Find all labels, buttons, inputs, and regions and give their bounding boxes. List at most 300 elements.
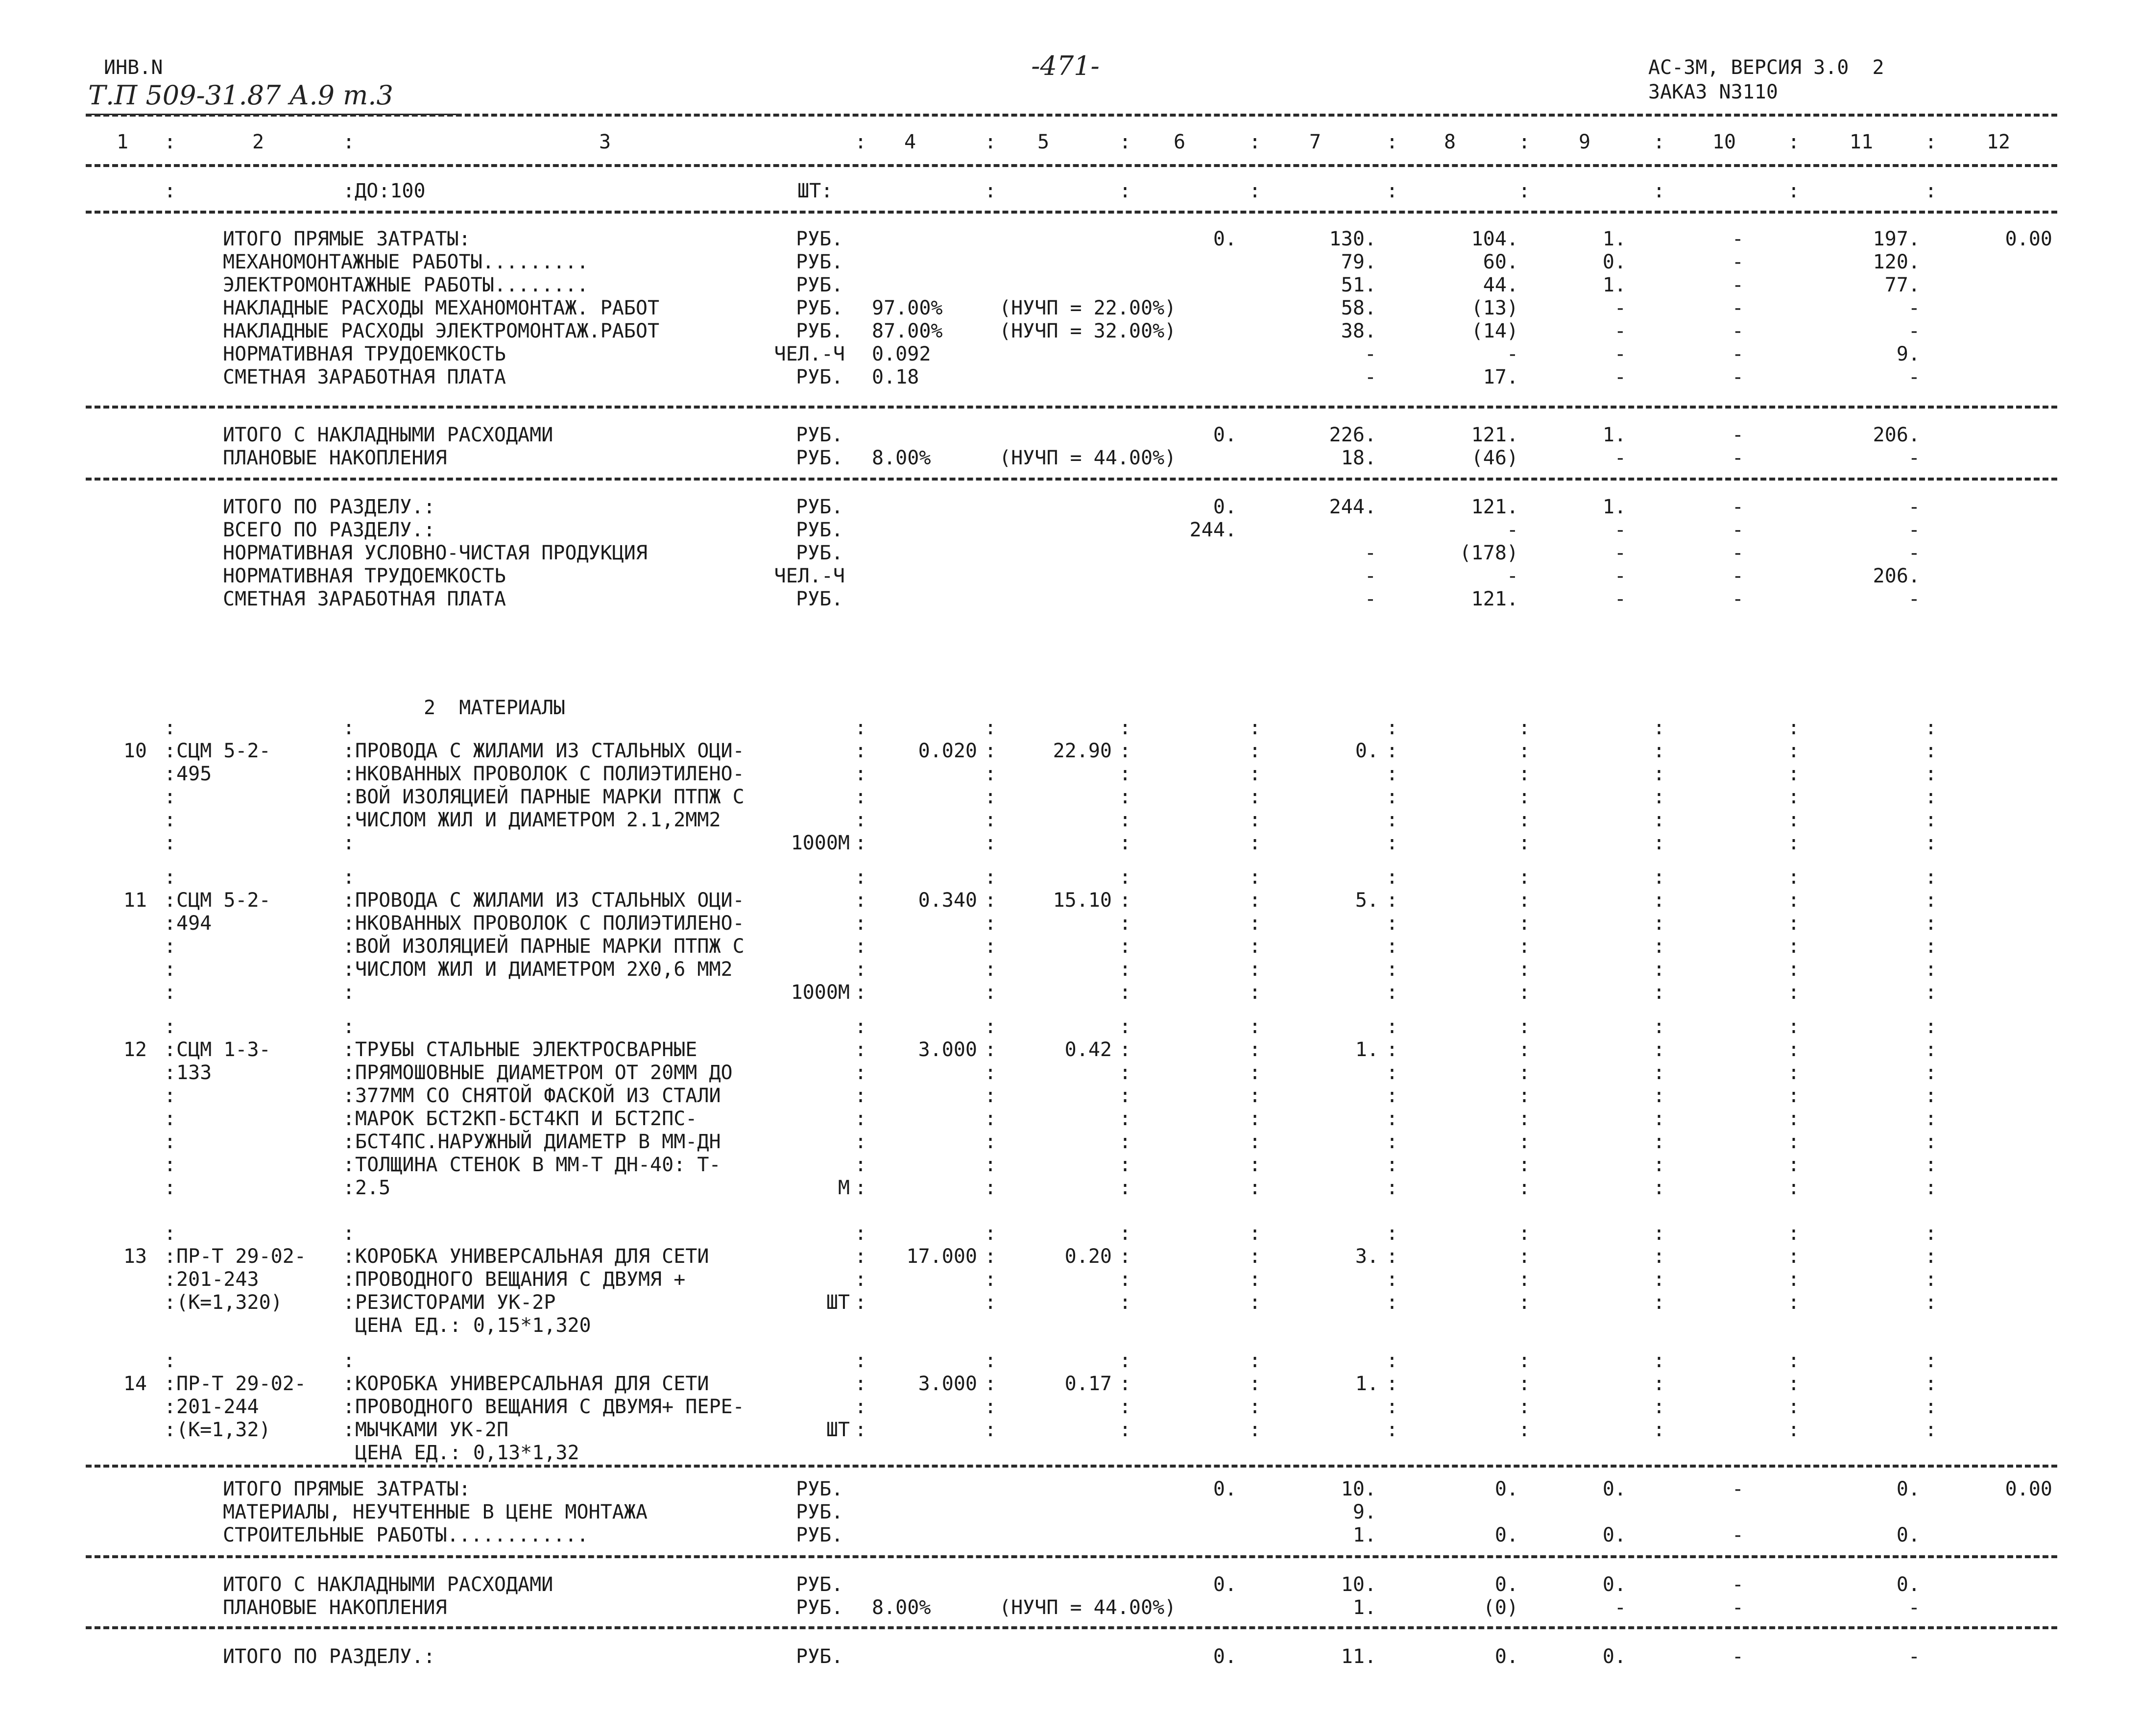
summary-row-c11: 0.: [1896, 1573, 1920, 1596]
summary-row-c9: 1.: [1602, 228, 1626, 250]
column-divider: :: [164, 958, 176, 981]
column-divider: :: [1119, 786, 1131, 808]
summary-row-c8: 0.: [1494, 1573, 1518, 1596]
summary-row-c7: 11.: [1341, 1645, 1376, 1668]
column-divider: :: [1119, 1038, 1131, 1061]
column-divider: :: [343, 1038, 355, 1061]
column-divider: :: [1249, 1396, 1261, 1418]
column-divider: :: [1925, 866, 1937, 889]
column-divider: :: [1249, 912, 1261, 935]
item-description-line: ТРУБЫ СТАЛЬНЫЕ ЭЛЕКТРОСВАРНЫЕ: [355, 1038, 697, 1061]
summary-row-c8: -: [1506, 343, 1518, 365]
item-description-line: МЫЧКАМИ УК-2П: [355, 1419, 509, 1441]
summary-row-unit: РУБ.: [796, 251, 843, 273]
summary-row-c10: -: [1731, 366, 1744, 388]
summary-row-c11: -: [1908, 496, 1920, 518]
item-description-line: ПРОВОДНОГО ВЕЩАНИЯ С ДВУМЯ +: [355, 1268, 686, 1291]
column-divider: :: [1788, 1061, 1800, 1084]
column-divider: :: [1653, 717, 1665, 739]
column-divider: :: [1386, 740, 1398, 762]
column-divider: :: [1788, 1245, 1800, 1268]
column-divider: :: [985, 1085, 997, 1107]
column-divider: :: [985, 981, 997, 1004]
order-number: ЗАКАЗ N3110: [1648, 81, 1778, 103]
column-divider: :: [164, 1419, 176, 1441]
column-divider: :: [855, 131, 867, 153]
summary-row-c11: 0.: [1896, 1524, 1920, 1546]
column-divider: :: [1653, 1085, 1665, 1107]
column-divider: :: [1249, 1038, 1261, 1061]
summary-row-c6: 0.: [1213, 1478, 1237, 1500]
page-number: -471-: [1031, 50, 1100, 81]
column-divider: :: [1518, 1291, 1531, 1314]
summary-row-c11: -: [1908, 1645, 1920, 1668]
item-unit-price: 0.20: [1064, 1245, 1112, 1268]
item-description-line: НКОВАННЫХ ПРОВОЛОК С ПОЛИЭТИЛЕНО-: [355, 912, 745, 935]
summary-row-c10: -: [1731, 274, 1744, 296]
column-divider: :: [164, 1291, 176, 1314]
pre-row-spec: :ДО:100: [343, 180, 426, 202]
column-divider: :: [1119, 1268, 1131, 1291]
item-unit: 1000М: [791, 832, 850, 854]
summary-row-c7: 38.: [1341, 320, 1376, 342]
column-divider: :: [164, 786, 176, 808]
item-unit-price: 22.90: [1053, 740, 1112, 762]
summary-row-c9: -: [1614, 447, 1626, 469]
item-description-line: НКОВАННЫХ ПРОВОЛОК С ПОЛИЭТИЛЕНО-: [355, 763, 745, 785]
column-divider: :: [164, 832, 176, 854]
summary-row-c8: 121.: [1471, 496, 1518, 518]
column-divider: :: [1518, 1222, 1531, 1245]
column-divider: :: [164, 1350, 176, 1372]
column-divider: :: [1788, 763, 1800, 785]
system-version: АС-3М, ВЕРСИЯ 3.0 2: [1648, 56, 1884, 79]
column-divider: :: [1386, 763, 1398, 785]
column-divider: :: [1925, 1245, 1937, 1268]
item-quantity: 3.000: [918, 1038, 977, 1061]
summary-row-c10: -: [1731, 588, 1744, 610]
column-divider: :: [1653, 1396, 1665, 1418]
column-divider: :: [1249, 1373, 1261, 1395]
summary-row-label: ИТОГО ПО РАЗДЕЛУ.:: [223, 496, 435, 518]
column-divider: :: [1119, 1350, 1131, 1372]
column-divider: :: [1788, 131, 1800, 153]
summary-row-label: ИТОГО ПРЯМЫЕ ЗАТРАТЫ:: [223, 228, 471, 250]
column-divider: :: [985, 889, 997, 912]
column-divider: :: [1119, 717, 1131, 739]
column-divider: :: [855, 958, 867, 981]
column-header-1: 1: [116, 131, 129, 153]
summary-row-unit: РУБ.: [796, 588, 843, 610]
summary-row-c9: -: [1614, 343, 1626, 365]
column-divider: :: [855, 1396, 867, 1418]
summary-row-c10: -: [1731, 565, 1744, 587]
column-divider: :: [1653, 763, 1665, 785]
column-divider: :: [1925, 935, 1937, 958]
summary-row-c6: 0.: [1213, 1645, 1237, 1668]
item-description-line: ТОЛЩИНА СТЕНОК В ММ-Т ДН-40: Т-: [355, 1154, 721, 1176]
summary-row-label: ВСЕГО ПО РАЗДЕЛУ.:: [223, 519, 435, 541]
dashed-separator: [86, 478, 2057, 481]
summary-row-c8: 0.: [1494, 1645, 1518, 1668]
column-divider: :: [1119, 912, 1131, 935]
column-divider: :: [1249, 1061, 1261, 1084]
column-divider: :: [1925, 717, 1937, 739]
column-divider: :: [343, 131, 355, 153]
column-divider: :: [1925, 131, 1937, 153]
column-divider: :: [985, 1131, 997, 1153]
column-divider: :: [343, 1373, 355, 1395]
column-divider: :: [343, 717, 355, 739]
column-divider: :: [164, 1085, 176, 1107]
item-unit: 1000М: [791, 981, 850, 1004]
item-code: 201-243: [176, 1268, 259, 1291]
column-header-8: 8: [1443, 131, 1456, 153]
summary-row-c7: -: [1364, 565, 1376, 587]
column-divider: :: [855, 1419, 867, 1441]
column-divider: :: [1386, 131, 1398, 153]
dashed-separator: [86, 164, 2057, 167]
column-header-6: 6: [1173, 131, 1186, 153]
column-divider: :: [1653, 981, 1665, 1004]
summary-row-c10: -: [1731, 542, 1744, 564]
column-divider: :: [1788, 1350, 1800, 1372]
inventory-handwritten-note: Т.П 509-31.87 А.9 т.3: [88, 80, 393, 111]
summary-row-rate: 8.00%: [872, 1596, 931, 1619]
summary-row-c7: -: [1364, 588, 1376, 610]
column-divider: :: [1386, 717, 1398, 739]
column-divider: :: [1925, 1061, 1937, 1084]
summary-row-c11: -: [1908, 1596, 1920, 1619]
column-divider: :: [1119, 832, 1131, 854]
summary-row-label: СМЕТНАЯ ЗАРАБОТНАЯ ПЛАТА: [223, 366, 506, 388]
summary-row-unit: РУБ.: [796, 1501, 843, 1523]
summary-row-nuchp: (НУЧП = 32.00%): [999, 320, 1177, 342]
column-divider: :: [1518, 1131, 1531, 1153]
column-divider: :: [1925, 1108, 1937, 1130]
column-divider: :: [164, 1177, 176, 1199]
summary-row-c10: -: [1731, 1524, 1744, 1546]
column-divider: :: [985, 131, 997, 153]
summary-row-unit: РУБ.: [796, 447, 843, 469]
column-divider: :: [855, 866, 867, 889]
column-divider: :: [1925, 981, 1937, 1004]
column-divider: :: [1518, 935, 1531, 958]
column-divider: :: [1386, 1373, 1398, 1395]
summary-row-c6: 0.: [1213, 1573, 1237, 1596]
column-divider: :: [343, 763, 355, 785]
item-code: 201-244: [176, 1396, 259, 1418]
column-divider: :: [1788, 1396, 1800, 1418]
column-divider: :: [343, 786, 355, 808]
column-divider: :: [1925, 1419, 1937, 1441]
column-divider: :: [164, 1245, 176, 1268]
column-divider: :: [164, 1108, 176, 1130]
column-divider: :: [985, 1396, 997, 1418]
column-divider: :: [343, 1015, 355, 1038]
column-divider: :: [985, 1245, 997, 1268]
summary-row-label: НОРМАТИВНАЯ УСЛОВНО-ЧИСТАЯ ПРОДУКЦИЯ: [223, 542, 648, 564]
column-divider: :: [1386, 180, 1398, 202]
column-divider: :: [1386, 1396, 1398, 1418]
item-code: СЦМ 5-2-: [176, 740, 271, 762]
column-divider: :: [1518, 1015, 1531, 1038]
summary-row-c9: -: [1614, 565, 1626, 587]
column-divider: :: [343, 1061, 355, 1084]
column-divider: :: [1925, 786, 1937, 808]
column-header-4: 4: [904, 131, 916, 153]
column-divider: :: [1518, 958, 1531, 981]
column-divider: :: [1925, 912, 1937, 935]
column-divider: :: [1788, 717, 1800, 739]
column-divider: :: [1119, 1291, 1131, 1314]
column-divider: :: [855, 1085, 867, 1107]
summary-row-c9: -: [1614, 366, 1626, 388]
column-divider: :: [1653, 1350, 1665, 1372]
column-divider: :: [1788, 1268, 1800, 1291]
column-divider: :: [343, 958, 355, 981]
item-unit-price: 0.42: [1064, 1038, 1112, 1061]
summary-row-c6: 244.: [1189, 519, 1237, 541]
column-divider: :: [1119, 1131, 1131, 1153]
summary-row-c8: 0.: [1494, 1524, 1518, 1546]
column-divider: :: [1386, 1419, 1398, 1441]
column-divider: :: [855, 1061, 867, 1084]
item-code: СЦМ 5-2-: [176, 889, 271, 912]
column-divider: :: [985, 866, 997, 889]
summary-row-c7: -: [1364, 542, 1376, 564]
column-divider: :: [343, 1154, 355, 1176]
column-divider: :: [985, 1291, 997, 1314]
summary-row-label: ПЛАНОВЫЕ НАКОПЛЕНИЯ: [223, 1596, 447, 1619]
summary-row-c11: -: [1908, 588, 1920, 610]
summary-row-c7: 18.: [1341, 447, 1376, 469]
column-divider: :: [1788, 809, 1800, 831]
column-divider: :: [1788, 1108, 1800, 1130]
column-divider: :: [1788, 786, 1800, 808]
column-divider: :: [1249, 763, 1261, 785]
pre-row-unit: ШТ:: [797, 180, 833, 202]
column-divider: :: [1249, 1268, 1261, 1291]
column-divider: :: [985, 1154, 997, 1176]
column-divider: :: [343, 1108, 355, 1130]
item-description-line: ПРОВОДНОГО ВЕЩАНИЯ С ДВУМЯ+ ПЕРЕ-: [355, 1396, 745, 1418]
column-header-12: 12: [1986, 131, 2011, 153]
summary-row-c7: -: [1364, 366, 1376, 388]
summary-row-label: ИТОГО С НАКЛАДНЫМИ РАСХОДАМИ: [223, 424, 553, 446]
column-divider: :: [1788, 981, 1800, 1004]
summary-row-c7: 1.: [1352, 1524, 1376, 1546]
column-divider: :: [164, 763, 176, 785]
summary-row-label: ПЛАНОВЫЕ НАКОПЛЕНИЯ: [223, 447, 447, 469]
column-divider: :: [1518, 1396, 1531, 1418]
summary-row-c7: 10.: [1341, 1478, 1376, 1500]
column-divider: :: [855, 1131, 867, 1153]
summary-row-rate: 87.00%: [872, 320, 943, 342]
summary-row-c9: 0.: [1602, 1573, 1626, 1596]
summary-row-unit: РУБ.: [796, 320, 843, 342]
column-divider: :: [1249, 1015, 1261, 1038]
column-divider: :: [1386, 935, 1398, 958]
column-divider: :: [855, 1177, 867, 1199]
column-divider: :: [1518, 809, 1531, 831]
column-divider: :: [1249, 1222, 1261, 1245]
column-divider: :: [985, 1373, 997, 1395]
summary-row-c9: 0.: [1602, 251, 1626, 273]
summary-row-c9: -: [1614, 320, 1626, 342]
summary-row-c8: 60.: [1483, 251, 1518, 273]
dashed-separator: [86, 114, 2057, 117]
column-divider: :: [164, 935, 176, 958]
summary-row-c8: -: [1506, 519, 1518, 541]
summary-row-unit: РУБ.: [796, 274, 843, 296]
column-divider: :: [1653, 1222, 1665, 1245]
summary-row-unit: РУБ.: [796, 1524, 843, 1546]
column-divider: :: [1925, 1015, 1937, 1038]
summary-row-label: ИТОГО С НАКЛАДНЫМИ РАСХОДАМИ: [223, 1573, 553, 1596]
summary-row-c11: 197.: [1873, 228, 1920, 250]
column-divider: :: [164, 1268, 176, 1291]
column-divider: :: [1653, 131, 1665, 153]
column-divider: :: [1249, 866, 1261, 889]
column-divider: :: [1653, 889, 1665, 912]
column-divider: :: [855, 1038, 867, 1061]
column-divider: :: [1119, 1154, 1131, 1176]
item-description-line: КОРОБКА УНИВЕРСАЛЬНАЯ ДЛЯ СЕТИ: [355, 1245, 709, 1268]
column-divider: :: [1788, 1154, 1800, 1176]
column-divider: :: [1386, 1291, 1398, 1314]
item-number: 12: [123, 1038, 147, 1061]
item-description-line: ВОЙ ИЗОЛЯЦИЕЙ ПАРНЫЕ МАРКИ ПТПЖ С: [355, 935, 745, 958]
column-divider: :: [164, 981, 176, 1004]
column-divider: :: [1925, 1268, 1937, 1291]
column-divider: :: [1518, 1061, 1531, 1084]
column-divider: :: [1249, 809, 1261, 831]
column-divider: :: [1518, 889, 1531, 912]
item-cost: 1.: [1355, 1038, 1379, 1061]
summary-row-c8: 121.: [1471, 588, 1518, 610]
column-divider: :: [1386, 958, 1398, 981]
column-divider: :: [1386, 1268, 1398, 1291]
summary-row-label: ИТОГО ПО РАЗДЕЛУ.:: [223, 1645, 435, 1668]
column-divider: :: [1119, 1085, 1131, 1107]
column-divider: :: [1518, 1350, 1531, 1372]
column-divider: :: [1518, 1177, 1531, 1199]
summary-row-c11: 206.: [1873, 424, 1920, 446]
summary-row-c10: -: [1731, 320, 1744, 342]
column-divider: :: [1788, 912, 1800, 935]
summary-row-c12: 0.00: [2005, 1478, 2052, 1500]
summary-row-c6: 0.: [1213, 228, 1237, 250]
column-divider: :: [1518, 1268, 1531, 1291]
column-divider: :: [343, 740, 355, 762]
column-divider: :: [1788, 866, 1800, 889]
column-divider: :: [1119, 763, 1131, 785]
column-divider: :: [855, 786, 867, 808]
column-divider: :: [164, 131, 176, 153]
column-divider: :: [1249, 832, 1261, 854]
column-divider: :: [1653, 1245, 1665, 1268]
dashed-separator: [86, 406, 2057, 409]
item-code: (К=1,32): [176, 1419, 271, 1441]
column-divider: :: [985, 1038, 997, 1061]
column-divider: :: [855, 1222, 867, 1245]
summary-row-label: СТРОИТЕЛЬНЫЕ РАБОТЫ............: [223, 1524, 589, 1546]
column-divider: :: [1249, 786, 1261, 808]
summary-row-c8: (0): [1483, 1596, 1518, 1619]
column-divider: :: [855, 1350, 867, 1372]
column-divider: :: [1653, 935, 1665, 958]
item-description-line: РЕЗИСТОРАМИ УК-2Р: [355, 1291, 556, 1314]
summary-row-label: ИТОГО ПРЯМЫЕ ЗАТРАТЫ:: [223, 1478, 471, 1500]
column-divider: :: [1249, 1131, 1261, 1153]
summary-row-rate: 0.18: [872, 366, 919, 388]
column-divider: :: [1788, 1373, 1800, 1395]
summary-row-c7: 1.: [1352, 1596, 1376, 1619]
column-divider: :: [1788, 1131, 1800, 1153]
column-divider: :: [985, 740, 997, 762]
item-unit: ШТ: [826, 1291, 850, 1314]
column-divider: :: [1249, 1177, 1261, 1199]
column-divider: :: [1119, 1222, 1131, 1245]
summary-row-c11: 9.: [1896, 343, 1920, 365]
column-header-2: 2: [252, 131, 264, 153]
item-description-line: ЧИСЛОМ ЖИЛ И ДИАМЕТРОМ 2Х0,6 ММ2: [355, 958, 733, 981]
summary-row-unit: РУБ.: [796, 1573, 843, 1596]
column-divider: :: [1119, 981, 1131, 1004]
summary-row-c9: 0.: [1602, 1645, 1626, 1668]
inventory-label: ИНВ.N: [104, 56, 163, 79]
column-divider: :: [1925, 180, 1937, 202]
column-divider: :: [1249, 1245, 1261, 1268]
column-divider: :: [1386, 786, 1398, 808]
column-header-3: 3: [599, 131, 611, 153]
summary-row-c10: -: [1731, 343, 1744, 365]
item-description-line: КОРОБКА УНИВЕРСАЛЬНАЯ ДЛЯ СЕТИ: [355, 1373, 709, 1395]
summary-row-c7: 9.: [1352, 1501, 1376, 1523]
summary-row-c11: 0.: [1896, 1478, 1920, 1500]
summary-row-c7: 79.: [1341, 251, 1376, 273]
column-header-5: 5: [1037, 131, 1050, 153]
summary-row-c11: -: [1908, 447, 1920, 469]
column-divider: :: [1518, 1245, 1531, 1268]
column-divider: :: [164, 1222, 176, 1245]
column-divider: :: [343, 1085, 355, 1107]
summary-row-unit: РУБ.: [796, 1596, 843, 1619]
summary-row-c10: -: [1731, 424, 1744, 446]
section-title-materials: 2 МАТЕРИАЛЫ: [424, 697, 565, 719]
column-divider: :: [1386, 809, 1398, 831]
summary-row-c10: -: [1731, 251, 1744, 273]
item-description-line: ВОЙ ИЗОЛЯЦИЕЙ ПАРНЫЕ МАРКИ ПТПЖ С: [355, 786, 745, 808]
column-divider: :: [1386, 1061, 1398, 1084]
column-divider: :: [1925, 1396, 1937, 1418]
column-divider: :: [1119, 1061, 1131, 1084]
item-code: (К=1,320): [176, 1291, 283, 1314]
item-code: ПР-Т 29-02-: [176, 1373, 306, 1395]
column-divider: :: [1386, 1245, 1398, 1268]
column-divider: :: [1653, 786, 1665, 808]
item-price-note: ЦЕНА ЕД.: 0,13*1,32: [355, 1442, 579, 1464]
column-divider: :: [855, 1373, 867, 1395]
column-divider: :: [1386, 866, 1398, 889]
summary-row-c11: 120.: [1873, 251, 1920, 273]
summary-row-c8: 44.: [1483, 274, 1518, 296]
item-cost: 3.: [1355, 1245, 1379, 1268]
summary-row-c9: -: [1614, 297, 1626, 319]
column-divider: :: [1518, 740, 1531, 762]
summary-row-label: НОРМАТИВНАЯ ТРУДОЕМКОСТЬ: [223, 565, 506, 587]
